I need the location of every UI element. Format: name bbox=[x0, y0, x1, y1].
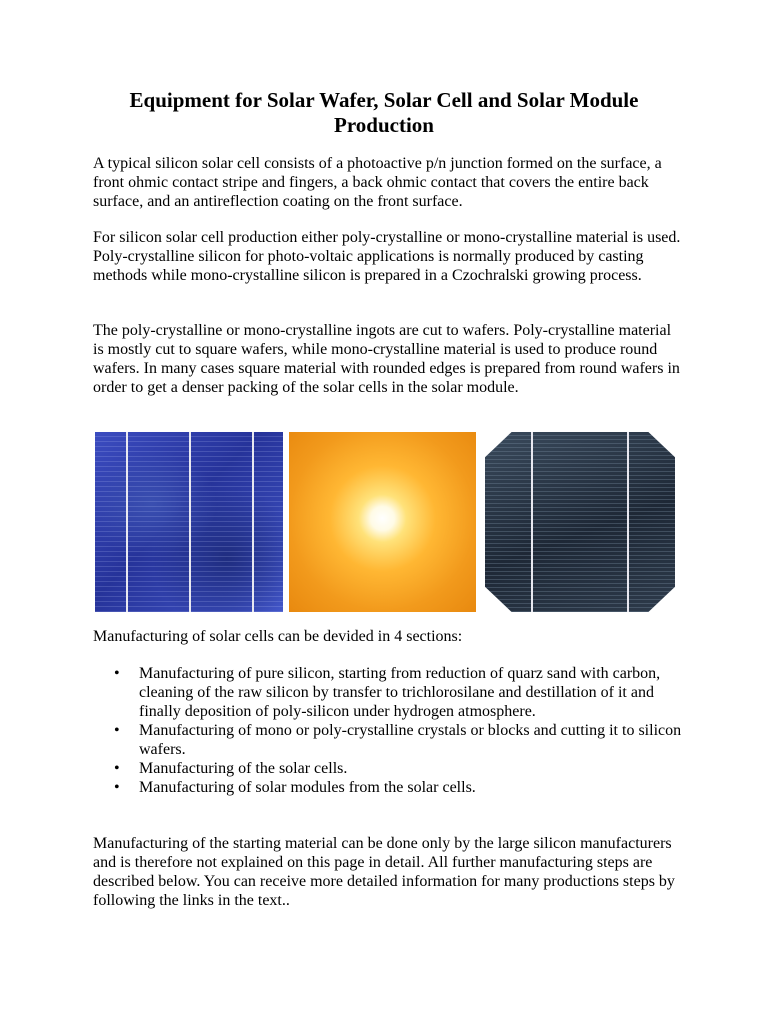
busbar bbox=[126, 432, 128, 612]
mono-crystalline-cell-image bbox=[485, 432, 675, 612]
list-item: • Manufacturing of mono or poly-crystalline crystals or blocks and cutting it to silicon wafers. bbox=[139, 721, 685, 759]
paragraph-wafer-cutting: The poly-crystalline or mono-crystalline ingots are cut to wafers. Poly-crystalline material is mostly cut to square wafers, while mono-crystalline material is used to produce round wafers. In many cases square material with rounded edges is prepared from round wafers in order to get a denser packing of the solar cells in the solar module. bbox=[93, 322, 680, 396]
solar-cell-photos bbox=[95, 432, 675, 612]
list-item: • Manufacturing of the solar cells. bbox=[139, 759, 685, 778]
sections-intro: Manufacturing of solar cells can be devided in 4 sections: bbox=[93, 628, 463, 645]
closing-paragraph: Manufacturing of the starting material can be done only by the large silicon manufacturers and is therefore not explained on this page in detail. All further manufacturing steps are described below. You can receive more detailed information for many productions steps by following the links in the text.. bbox=[93, 835, 675, 909]
busbar bbox=[627, 432, 629, 612]
sun-image bbox=[289, 432, 476, 612]
list-item: • Manufacturing of pure silicon, starting from reduction of quarz sand with carbon, cleaning of the raw silicon by transfer to trichlorosilane and destillation of it and finally deposition of poly-silicon under hydrogen atmosphere. bbox=[139, 664, 685, 721]
busbar bbox=[189, 432, 191, 612]
page-title: Equipment for Solar Wafer, Solar Cell and Solar Module Production bbox=[129, 88, 639, 137]
poly-crystalline-cell-image bbox=[95, 432, 283, 612]
pseudo-square-cell bbox=[485, 432, 675, 612]
sections-list bbox=[93, 664, 685, 797]
list-item: • Manufacturing of solar modules from the solar cells. bbox=[139, 778, 685, 797]
busbar bbox=[531, 432, 533, 612]
paragraph-silicon-material: For silicon solar cell production either poly-crystalline or mono-crystalline material is used. Poly-crystalline silicon for photo-voltaic applications is normally produced by casting methods while mono-crystalline silicon is prepared in a Czochralski growing process. bbox=[93, 229, 681, 284]
paragraph-solar-cell-structure: A typical silicon solar cell consists of a photoactive p/n junction formed on the surface, a front ohmic contact stripe and fingers, a back ohmic contact that covers the entire back surface, and an antireflection coating on the front surface. bbox=[93, 155, 662, 210]
busbar bbox=[252, 432, 254, 612]
